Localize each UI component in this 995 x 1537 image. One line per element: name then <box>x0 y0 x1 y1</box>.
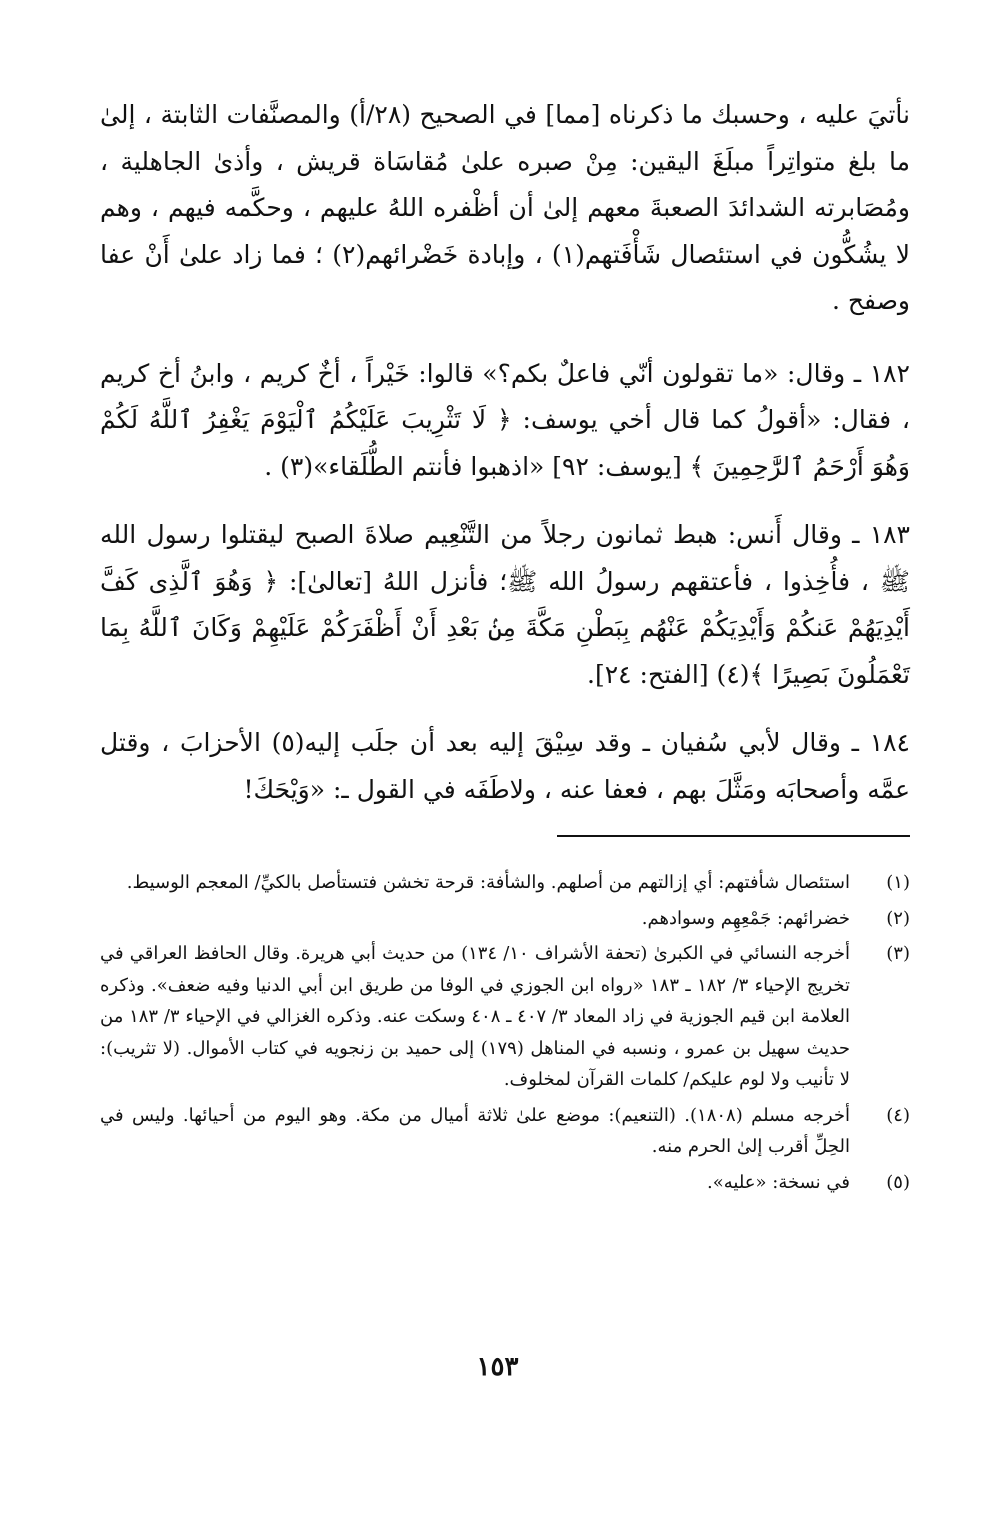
page-number: ١٥٣ <box>476 1352 519 1382</box>
footnote-text: أخرجه مسلم (١٨٠٨). (التنعيم): موضع علىٰ ثلاثة أميال من مكة. وهو اليوم من أحيائها. وليس في الحِلِّ أقرب إلىٰ الحرم منه. <box>100 1104 850 1157</box>
paragraph-182: ١٨٢ ـ وقال: «ما تقولون أنّي فاعلٌ بكم؟» قالوا: خَيْراً ، أخٌ كريم ، وابنُ أخ كريم ، فقال: «أقولُ كما قال أخي يوسف: ﴿ لَا تَثْرِيبَ عَلَيْكُمُ ٱلْيَوْمَ يَغْفِرُ ٱللَّهُ لَكُمْ وَهُوَ أَرْحَمُ ٱلرَّٰحِمِينَ ﴾ [يوسف: ٩٢] «اذهبوا فأنتم الطُّلَقاء»(٣) . <box>100 358 910 481</box>
footnote-number: (٢) <box>886 907 910 929</box>
footnote-text: أخرجه النسائي في الكبرىٰ (تحفة الأشراف ١٠/ ١٣٤) من حديث أبي هريرة. وقال الحافظ العراقي في تخريج الإحياء ٣/ ١٨٢ ـ ١٨٣ «رواه ابن الجوزي في الوفا من طريق ابن أبي الدنيا وفيه ضعف». وذكره العلامة ابن قيم الجوزية في زاد المعاد ٣/ ٤٠٧ ـ ٤٠٨ وسكت عنه. وذكره الغزالي في الإحياء ٣/ ١٨٣ من حديث سهيل بن عمرو ، ونسبه في المناهل (١٧٩) إلى حميد بن زنجويه في كتاب الأموال. (لا تثريب): لا تأنيب ولا لوم عليكم/ كلمات القرآن لمخلوف. <box>100 943 851 1090</box>
page-body <box>100 92 910 1202</box>
footnote-4 <box>100 1100 910 1163</box>
footnote-3 <box>100 938 910 1096</box>
footnote-text: استئصال شأفتهم: أي إزالتهم من أصلهم. والشأفة: قرحة تخشن فتستأصل بالكيِّ/ المعجم الوسيط. <box>126 872 850 893</box>
footnote-number: (٥) <box>886 1171 910 1193</box>
footnote-5 <box>100 1167 910 1199</box>
paragraph-184: ١٨٤ ـ وقال لأبي سُفيان ـ وقد سِيْقَ إليه بعد أن جلَب إليه(٥) الأحزابَ ، وقتل عمَّه وأصحابَه ومَثَّلَ بهم ، فعفا عنه ، ولاطَفَه في القول ـ: «وَيْحَكَ! <box>100 728 910 804</box>
main-text <box>100 92 910 813</box>
footnote-text: خضرائهم: جَمْعِهِم وسوادهم. <box>641 907 850 929</box>
paragraph-intro: نأتيَ عليه ، وحسبك ما ذكرناه [مما] في الصحيح (٢٨/أ) والمصنَّفات الثابتة ، إلىٰ ما بلغ متواتِراً مبلَغَ اليقين: مِنْ صبره علىٰ مُقاسَاة قريش ، وأذىٰ الجاهلية ، ومُصَابرته الشدائدَ الصعبةَ معهم إلىٰ أن أظْفره اللهُ عليهم ، وحكَّمه فيهم ، وهم لا يشُكُّون في استئصال شَأْفَتهم(١) ، وإبادة خَضْرائهم(٢) ؛ فما زاد علىٰ أَنْ عفا وصفح . <box>100 100 911 315</box>
footnote-2 <box>100 903 910 935</box>
footnote-number: (١) <box>886 872 910 893</box>
footnote-number: (٤) <box>886 1104 910 1126</box>
footnote-separator <box>557 835 910 837</box>
footnote-number: (٣) <box>886 943 910 964</box>
footnotes <box>100 867 910 1198</box>
paragraph-183: ١٨٣ ـ وقال أَنس: هبط ثمانون رجلاً من التَّنْعِيم صلاةَ الصبح ليقتلوا رسول الله ﷺ ، فأُخِذوا ، فأعتقهم رسولُ الله ﷺ؛ فأنزل اللهُ [تعالىٰ]: ﴿ وَهُوَ ٱلَّذِى كَفَّ أَيْدِيَهُمْ عَنكُمْ وَأَيْدِيَكُمْ عَنْهُم بِبَطْنِ مَكَّةَ مِنۢ بَعْدِ أَنْ أَظْفَرَكُمْ عَلَيْهِمْ وَكَانَ ٱللَّهُ بِمَا تَعْمَلُونَ بَصِيرًا ﴾(٤) [الفتح: ٢٤]. <box>100 520 910 689</box>
footnote-text: في نسخة: «عليه». <box>707 1171 850 1193</box>
footnote-1 <box>100 867 910 899</box>
